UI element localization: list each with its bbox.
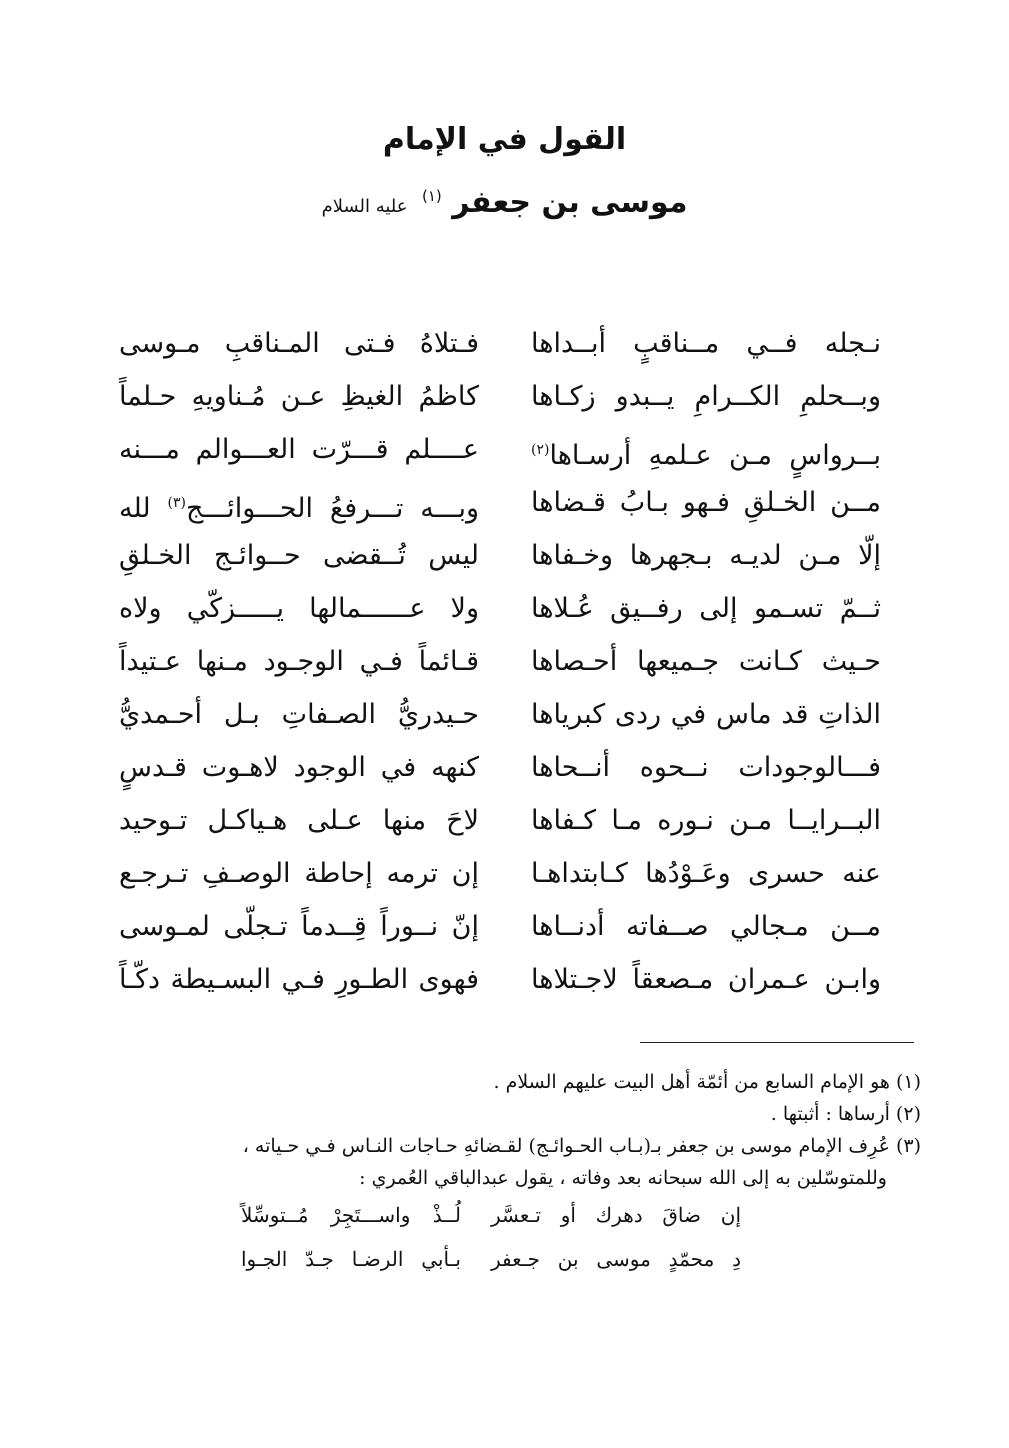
footnote-ref-1: (١): [421, 187, 442, 205]
verse-second-hemistich: حـيث كـانت جـميعها أحـصاها: [531, 646, 881, 677]
verse: [0, 479, 1009, 532]
verse-first-hemistich: إنّ نــوراً قِــدماً تـجلّى لمـوسى: [119, 911, 479, 942]
footnote-verse-first-hemistich: بـأبي الرضـا جـدّ الجـوا: [241, 1247, 461, 1271]
poem: [0, 320, 1009, 1009]
verse-second-hemistich: نـجله فــي مــناقبٍ أبــداها: [531, 328, 881, 359]
footnote-verse-second-hemistich: إن ضاقَ دهرك أو تـعسَّر: [491, 1203, 741, 1227]
verse: [0, 426, 1009, 479]
verse: [0, 638, 1009, 691]
verse-first-hemistich: فـتلاهُ فـتى المـناقبِ مـوسى: [119, 328, 479, 359]
verse-second-hemistich: إلّا مـن لديـه بـجهرها وخـفاها: [531, 540, 881, 571]
hemistich-text: بــرواسٍ مـن عـلمهِ أرسـاها: [549, 440, 881, 471]
verse-first-hemistich: عــــلم قـــرّت العـــوالم مـــنه: [119, 434, 479, 465]
verse: [0, 320, 1009, 373]
footnotes: [91, 1066, 921, 1282]
footnote-3-continuation: وللمتوسّلين به إلى الله سبحانه بعد وفاته ، يقول عبدالباقي العُمري :: [359, 1167, 887, 1189]
verse-first-hemistich: ولا عــــــمالها يـــــزكّي ولاه: [119, 593, 479, 624]
footnote-ref-3: (٣): [167, 495, 187, 511]
page-title-name: موسى بن جعفر: [452, 185, 688, 220]
verse: [0, 903, 1009, 956]
verse: [0, 956, 1009, 1009]
verse-first-hemistich: [119, 479, 479, 533]
verse: [0, 691, 1009, 744]
footnote-verse-second-hemistich: دِ محمّدٍ موسى بن جـعفر: [491, 1247, 741, 1271]
footnote-verse-first-hemistich: لُــذْ واســـتَجِرْ مُــتوسِّلاً: [241, 1203, 461, 1227]
page-title-line-2: [0, 174, 1009, 229]
verse-first-hemistich: ليس تُــقضى حــوائـج الخـلقِ: [119, 540, 479, 571]
verse-second-hemistich: [531, 426, 881, 480]
verse-second-hemistich: الذاتِ قد ماس في ردى كبرياها: [531, 699, 881, 730]
hemistich-text: وبـــه تـــرفعُ الحـــوائـــج: [186, 493, 479, 524]
footnote-3: (٣) عُرِف الإمام موسى بن جعفر بـ(بـاب الحـوائـج) لقـضائهِ حـاجات النـاس فـي حـياته ،: [242, 1135, 921, 1157]
verse-second-hemistich: عنه حسرى وعَـوْدُها كـابتداهـا: [531, 858, 881, 889]
verse-first-hemistich: فهوى الطـورِ فـي البسـيطة دكّـاً: [119, 964, 479, 995]
verse-second-hemistich: وبــحلمِ الكــرامِ يــبدو زكـاها: [531, 381, 881, 412]
honorific: عليه السلام: [321, 196, 408, 217]
verse: [0, 850, 1009, 903]
hemistich-tail: لله: [119, 493, 151, 524]
footnote-verse: [91, 1238, 921, 1282]
verse-second-hemistich: ثــمّ تسـمو إلى رفــيق عُـلاها: [531, 593, 881, 624]
footnote-divider: [640, 1042, 914, 1043]
page-title-line-1: القول في الإمام: [382, 122, 627, 157]
verse-second-hemistich: مــن مـجالي صــفاته أدنــاها: [531, 911, 881, 942]
verse-first-hemistich: لاحَ منها عـلى هـياكـل تـوحيد: [119, 805, 479, 836]
footnote-1: (١) هو الإمام السابع من أئمّة أهل البيت عليهم السلام .: [493, 1071, 921, 1093]
verse: [0, 585, 1009, 638]
verse: [0, 744, 1009, 797]
verse-first-hemistich: كاظمُ الغيظِ عـن مُـناويهِ حـلماً: [119, 381, 479, 412]
verse-second-hemistich: وابـن عـمران مـصعقاً لاجـتلاها: [531, 964, 881, 995]
verse: [0, 532, 1009, 585]
verse: [0, 373, 1009, 426]
verse-first-hemistich: كنهه في الوجود لاهـوت قـدسٍ: [119, 752, 479, 783]
footnote-ref-2: (٢): [531, 442, 550, 458]
verse-second-hemistich: مــن الخـلقِ فـهو بـابُ قـضاها: [531, 487, 881, 518]
verse: [0, 797, 1009, 850]
verse-second-hemistich: فـــالوجودات نــحوه أنــحاها: [531, 752, 881, 783]
verse-second-hemistich: البــرايــا مـن نـوره مـا كـفاها: [531, 805, 881, 836]
footnote-verse: [91, 1194, 921, 1238]
footnote-2: (٢) أرساها : أثبتها .: [770, 1103, 921, 1125]
verse-first-hemistich: حـيدريُّ الصـفاتِ بـل أحـمديُّ: [119, 699, 479, 730]
verse-first-hemistich: إن ترمه إحاطة الوصـفِ تـرجـع: [119, 858, 479, 889]
verse-first-hemistich: قـائماً فـي الوجـود مـنها عـتيداً: [119, 646, 479, 677]
